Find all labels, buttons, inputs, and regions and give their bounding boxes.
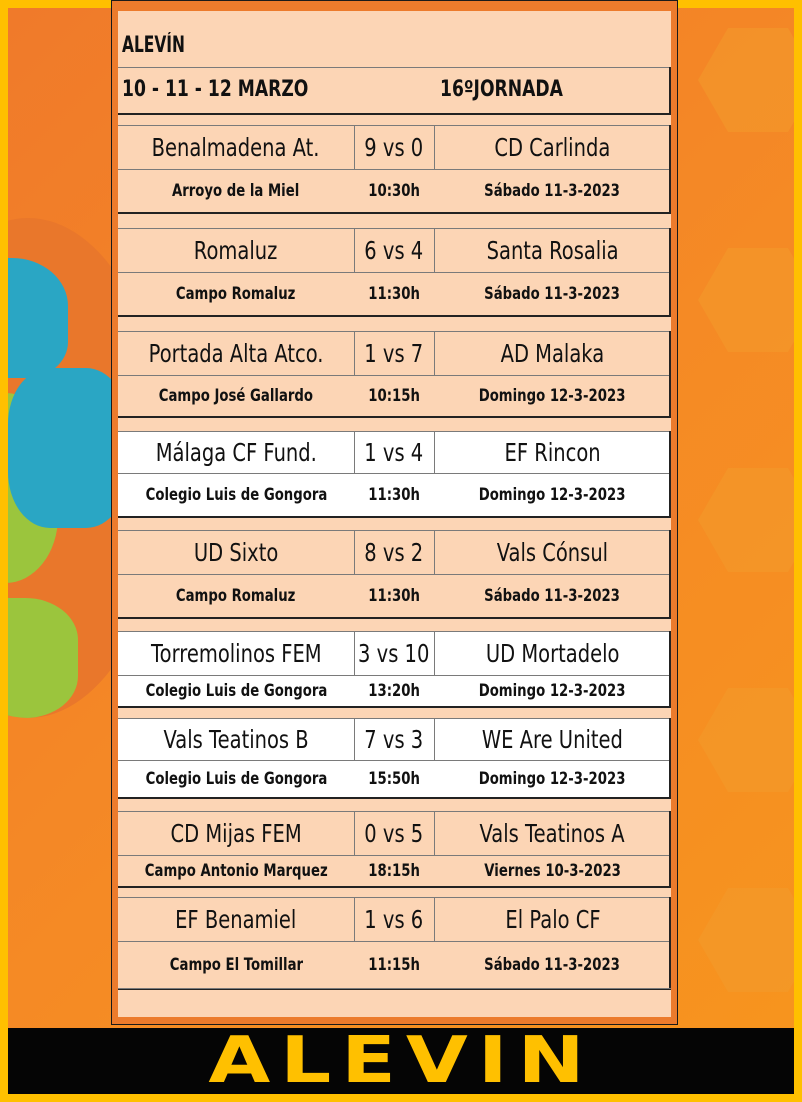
match-venue xyxy=(118,941,354,989)
match-score xyxy=(354,897,434,941)
away-team xyxy=(434,718,671,760)
home-team-text: Vals Teatinos B xyxy=(163,724,309,754)
home-team-text: Portada Alta Atco. xyxy=(148,338,324,368)
match-date xyxy=(434,473,671,517)
match-time xyxy=(354,272,434,316)
away-team-text: WE Are United xyxy=(481,724,623,754)
match-date xyxy=(434,375,671,417)
away-team xyxy=(434,811,671,855)
home-team xyxy=(118,228,354,272)
match-time xyxy=(354,574,434,618)
match-venue xyxy=(118,574,354,618)
away-team-text: Vals Cónsul xyxy=(496,537,609,567)
match-venue xyxy=(118,473,354,517)
match-time xyxy=(354,855,434,887)
match-score xyxy=(354,530,434,574)
match-date xyxy=(434,675,671,707)
match-date-text: Viernes 10-3-2023 xyxy=(484,861,621,881)
match-time xyxy=(354,941,434,989)
home-team xyxy=(118,125,354,169)
away-team-text: UD Mortadelo xyxy=(485,638,620,668)
match-score xyxy=(354,718,434,760)
away-team xyxy=(434,431,671,473)
away-team-text: El Palo CF xyxy=(504,904,601,934)
match-score-text: 3 vs 10 xyxy=(358,638,430,668)
hex-shape xyxy=(698,248,794,352)
home-team-text: Torremolinos FEM xyxy=(150,638,322,668)
match-venue-text: Campo El Tomillar xyxy=(169,955,303,975)
home-team xyxy=(118,530,354,574)
match-time-text: 11:30h xyxy=(368,586,420,606)
match-block xyxy=(118,631,671,707)
match-block xyxy=(118,331,671,417)
home-team xyxy=(118,631,354,675)
match-score xyxy=(354,631,434,675)
match-venue xyxy=(118,375,354,417)
match-date xyxy=(434,272,671,316)
match-venue-text: Campo Romaluz xyxy=(176,586,296,606)
match-time-text: 10:15h xyxy=(368,386,420,406)
match-date xyxy=(434,941,671,989)
match-venue-text: Campo Antonio Marquez xyxy=(144,861,328,881)
hex-shape xyxy=(698,688,794,792)
match-block xyxy=(118,718,671,798)
away-team xyxy=(434,897,671,941)
match-venue-text: Campo Romaluz xyxy=(176,284,296,304)
match-block xyxy=(118,530,671,618)
home-team xyxy=(118,811,354,855)
match-venue xyxy=(118,272,354,316)
away-team xyxy=(434,530,671,574)
match-score xyxy=(354,125,434,169)
match-time-text: 15:50h xyxy=(368,769,420,789)
match-score-text: 1 vs 4 xyxy=(364,437,424,467)
match-venue-text: Colegio Luis de Gongora xyxy=(145,681,327,701)
banner-text: ALEVIN xyxy=(207,1024,595,1098)
away-team xyxy=(434,331,671,375)
away-team xyxy=(434,631,671,675)
match-score-text: 7 vs 3 xyxy=(364,724,424,754)
match-block xyxy=(118,228,671,316)
category-banner xyxy=(8,1024,794,1098)
match-score-text: 1 vs 7 xyxy=(364,338,424,368)
match-score-text: 9 vs 0 xyxy=(364,132,424,162)
away-team-text: Santa Rosalia xyxy=(486,235,619,265)
match-venue-text: Colegio Luis de Gongora xyxy=(145,769,327,789)
match-block xyxy=(118,897,671,989)
match-date-text: Domingo 12-3-2023 xyxy=(479,485,626,505)
match-date xyxy=(434,169,671,213)
match-score-text: 1 vs 6 xyxy=(364,904,424,934)
home-team-text: Benalmadena At. xyxy=(152,132,320,162)
jornada-label: 16ºJORNADA xyxy=(440,77,563,102)
away-team xyxy=(434,228,671,272)
match-time xyxy=(354,473,434,517)
match-time xyxy=(354,675,434,707)
home-team-text: CD Mijas FEM xyxy=(170,818,302,848)
home-team-text: EF Benamiel xyxy=(175,904,297,934)
match-venue-text: Arroyo de la Miel xyxy=(172,181,300,201)
match-date-text: Sábado 11-3-2023 xyxy=(484,181,621,201)
hex-shape xyxy=(698,888,794,992)
match-venue-text: Campo José Gallardo xyxy=(158,386,314,406)
match-date-text: Domingo 12-3-2023 xyxy=(479,386,626,406)
match-block xyxy=(118,431,671,517)
match-date-text: Sábado 11-3-2023 xyxy=(484,586,621,606)
away-team-text: CD Carlinda xyxy=(494,132,611,162)
match-venue-text: Colegio Luis de Gongora xyxy=(145,485,327,505)
home-team-text: Romaluz xyxy=(194,235,278,265)
fixtures-sheet xyxy=(118,11,671,1017)
match-score xyxy=(354,431,434,473)
away-team-text: Vals Teatinos A xyxy=(479,818,626,848)
home-team xyxy=(118,331,354,375)
match-venue xyxy=(118,855,354,887)
category-title: ALEVÍN xyxy=(122,33,185,58)
match-time-text: 11:30h xyxy=(368,485,420,505)
match-date-text: Sábado 11-3-2023 xyxy=(484,955,621,975)
match-date-text: Domingo 12-3-2023 xyxy=(479,769,626,789)
match-date xyxy=(434,574,671,618)
home-team-text: UD Sixto xyxy=(193,537,279,567)
match-venue xyxy=(118,169,354,213)
match-score-text: 8 vs 2 xyxy=(364,537,424,567)
match-time-text: 11:30h xyxy=(368,284,420,304)
match-date-text: Sábado 11-3-2023 xyxy=(484,284,621,304)
home-team xyxy=(118,897,354,941)
match-score-text: 0 vs 5 xyxy=(364,818,424,848)
hex-shape xyxy=(698,28,794,132)
match-time xyxy=(354,169,434,213)
match-score xyxy=(354,228,434,272)
match-date xyxy=(434,760,671,798)
match-time-text: 10:30h xyxy=(368,181,420,201)
match-time-text: 13:20h xyxy=(368,681,420,701)
match-time-text: 18:15h xyxy=(368,861,420,881)
match-time xyxy=(354,760,434,798)
match-time xyxy=(354,375,434,417)
match-venue xyxy=(118,675,354,707)
away-team-text: AD Malaka xyxy=(500,338,605,368)
home-team xyxy=(118,431,354,473)
away-team xyxy=(434,125,671,169)
fixtures-panel xyxy=(111,0,678,1025)
hex-shape xyxy=(698,468,794,572)
home-team xyxy=(118,718,354,760)
match-score xyxy=(354,331,434,375)
match-date-text: Domingo 12-3-2023 xyxy=(479,681,626,701)
match-block xyxy=(118,125,671,213)
match-date xyxy=(434,855,671,887)
match-venue xyxy=(118,760,354,798)
match-score-text: 6 vs 4 xyxy=(364,235,424,265)
match-score xyxy=(354,811,434,855)
match-block xyxy=(118,811,671,887)
home-team-text: Málaga CF Fund. xyxy=(155,437,317,467)
match-time-text: 11:15h xyxy=(368,955,420,975)
away-team-text: EF Rincon xyxy=(504,437,601,467)
match-dates: 10 - 11 - 12 MARZO xyxy=(122,77,309,102)
